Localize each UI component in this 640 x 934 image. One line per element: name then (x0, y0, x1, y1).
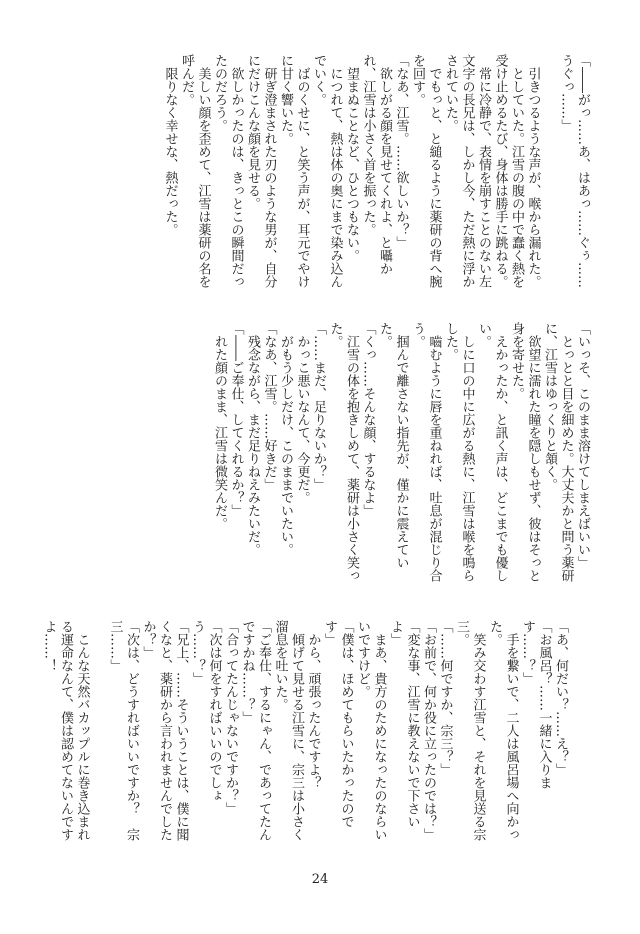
text-block-top: 「――がっ……あ、はあっ……ぐぅ……うぐっ……」 引きつるような声が、喉から漏れた。 としていた。江雪の腹の中で蠢く熱を受け止めるたび、身体は勝手に跳ねる。 常に冷静で、表情を崩すことのない左文字の長兄は、しかし今、ただ熱に浮かされていた。 でもっと、と縋るように薬研の背へ腕を回す。 「なあ、江雪。……欲しいか？」 欲しがる顔を見せてくれよ、と囁かれ、江雪は小さく首を振った。 望まぬことなど、ひとつもない。 につれて、熱は体の奥にまで染み込んでいく。 ばのくせに、と笑う声が、耳元でやけに甘く響いた。 研ぎ澄まされた刃のような男が、自分にだけこんな顔を見せる。 欲しかったのは、きっとこの瞬間だったのだろう。 美しい顔を歪めて、江雪は薬研の名を呼んだ。 限りなく幸せな、熱だった。 (162, 54, 590, 288)
text-block-bottom: 「あ、何だい？……え？」 「お風呂？……一緒に入ります……？」 手を繋いで、二人は風呂場へ向かった。 笑み交わす江雪と、それを見送る宗三。 「……何ですか、宗三？」 「お前で、何か役に立ったのでは？」 「変な事、江雪に教えないで下さいよ」 まあ、貴方のためになったのならいいですけど。 「僕は、ほめてもらいたかったのです」 から、頑張ったんですよ？ 傾げて見せる江雪に、宗三は小さく溜息を吐いた。 「ご奉仕、するにゃん、であってたんですかね……？」 「合ってたんじゃないですか？」 「次は何をすればいいのでしょう……？」 「兄上、……そういうことは、僕に聞くなと、薬研から言われませんでしたか？」 「次は、どうすればいいですか？ 宗三……」 こんな天然バカップルに巻き込まれる運命なんて、僕は認めてないんですよ……！ (41, 620, 568, 841)
text-block-middle: 「いっそ、このまま溶けてしまえばいい」 とっとと目を細めた。大丈夫かと問う薬研に、江雪はゆっくりと頷く。 欲望に濡れた瞳を隠しもせず、彼はそっと身を寄せた。 えかったか、と訊く声は、どこまでも優しい。 しに口の中に広がる熱に、江雪は喉を鳴らした。 嚙むように唇を重ねれば、吐息が混じり合う。 掴んで離さない指先が、僅かに震えていた。 「くっ……そんな顔、するなよ」 江雪の体を抱きしめて、薬研は小さく笑った。 「……まだ、足りないか？」 かっこ悪いなんて、今更だ。 がもう少しだけ、このままでいたい。 「なあ、江雪。……好きだ」 残念ながら、まだ足りねえみたいだ。 「――ご奉仕、してくれるか？」 れた顔のまま、江雪は微笑んだ。 (212, 322, 590, 582)
page-number: 24 (311, 872, 329, 887)
